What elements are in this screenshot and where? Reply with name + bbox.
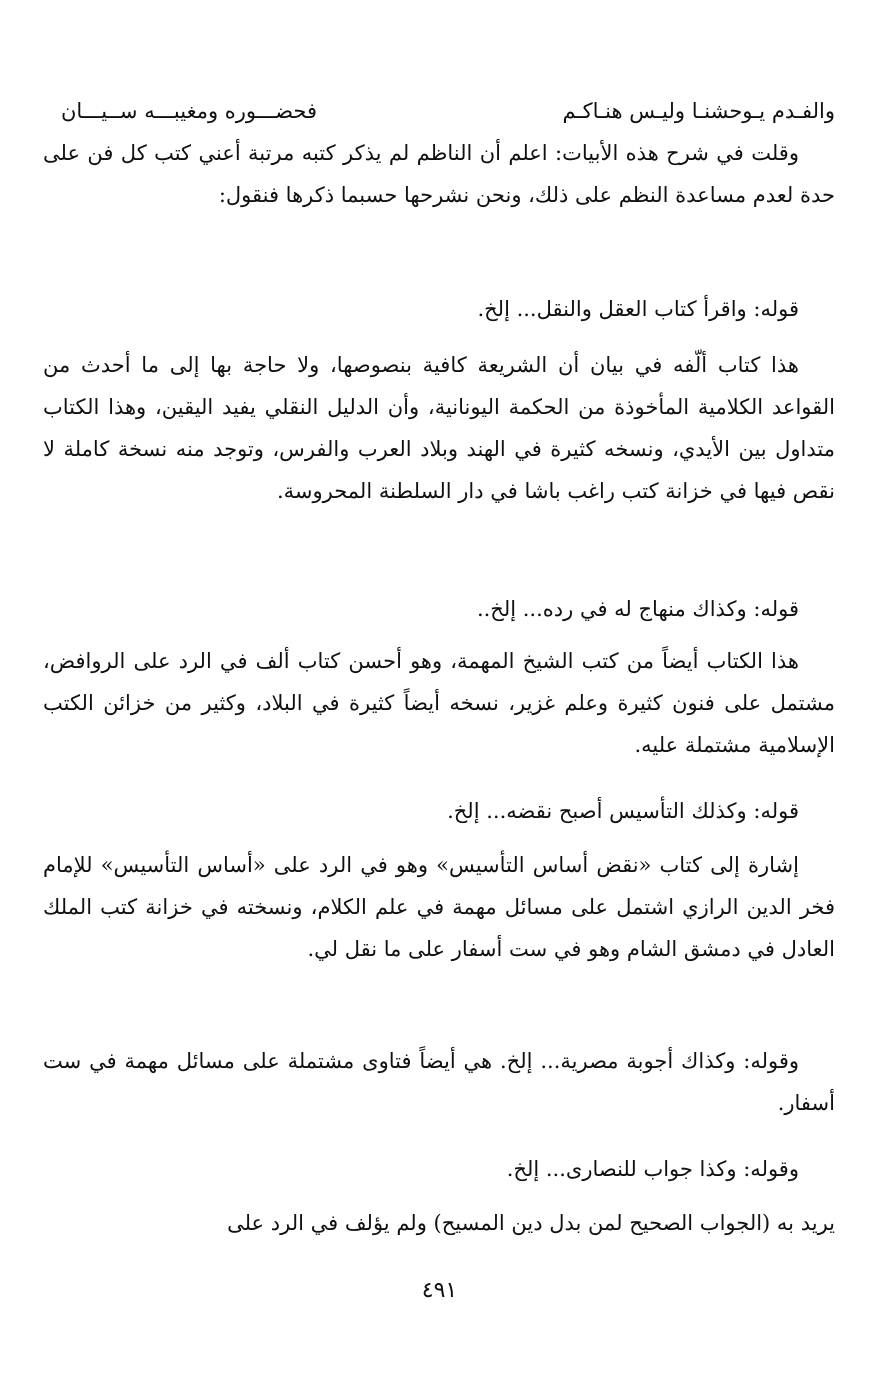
paragraph-5-block [43,1202,835,1244]
paragraph-5: يريد به (الجواب الصحيح لمن بدل دين المسيح) ولم يؤلف في الرد على [227,1211,835,1235]
paragraph-4-block [43,1040,835,1124]
verse-second-hemistich: فحضـــوره ومغيبـــه ســيـــان [61,99,318,123]
page-number: ٤٩١ [421,1278,458,1303]
poetry-verse [43,90,835,132]
quote-line-3: قوله: وكذلك التأسيس أصبح نقضه... إلخ. [447,799,799,823]
paragraph-1-block [43,344,835,512]
quote-line-2: قوله: وكذاك منهاج له في رده... إلخ.. [476,597,799,621]
paragraph-3-block [43,844,835,970]
paragraph-2-block [43,640,835,766]
quote-line-4: وقوله: وكذا جواب للنصارى... إلخ. [506,1157,799,1181]
paragraph-4: وقوله: وكذاك أجوبة مصرية... إلخ. هي أيضاً فتاوى مشتملة على مسائل مهمة في ست أسفار. [43,1049,835,1115]
paragraph-1: هذا كتاب ألّفه في بيان أن الشريعة كافية بنصوصها، ولا حاجة بها إلى ما أحدث من القواعد الكلامية المأخوذة من الحكمة اليونانية، وأن الدليل النقلي يفيد اليقين، وهذا الكتاب متداول بين الأيدي، ونسخه كثيرة في الهند وبلاد العرب والفرس، وتوجد منه نسخة كاملة لا نقص فيها في خزانة كتب راغب باشا في دار السلطنة المحروسة. [43,353,835,503]
intro-paragraph: وقلت في شرح هذه الأبيات: اعلم أن الناظم لم يذكر كتبه مرتبة أعني كتب كل فن على حدة لعدم مساعدة النظم على ذلك، ونحن نشرحها حسبما ذكرها فنقول: [43,141,835,207]
paragraph-3: إشارة إلى كتاب «نقض أساس التأسيس» وهو في الرد على «أساس التأسيس» للإمام فخر الدين الرازي اشتمل على مسائل مهمة في علم الكلام، ونسخته في خزانة كتب الملك العادل في دمشق الشام وهو في ست أسفار على ما نقل لي. [43,853,835,961]
verse-first-hemistich: والفـدم يـوحشنـا وليـس هنـاكـم [562,99,835,123]
paragraph-2: هذا الكتاب أيضاً من كتب الشيخ المهمة، وهو أحسن كتاب ألف في الرد على الروافض، مشتمل على فنون كثيرة وعلم غزير، نسخه أيضاً كثيرة في البلاد، وكثير من خزائن الكتب الإسلامية مشتملة عليه. [43,649,835,757]
intro-paragraph-block [43,132,835,216]
quote-line-1: قوله: واقرأ كتاب العقل والنقل... إلخ. [477,297,799,321]
